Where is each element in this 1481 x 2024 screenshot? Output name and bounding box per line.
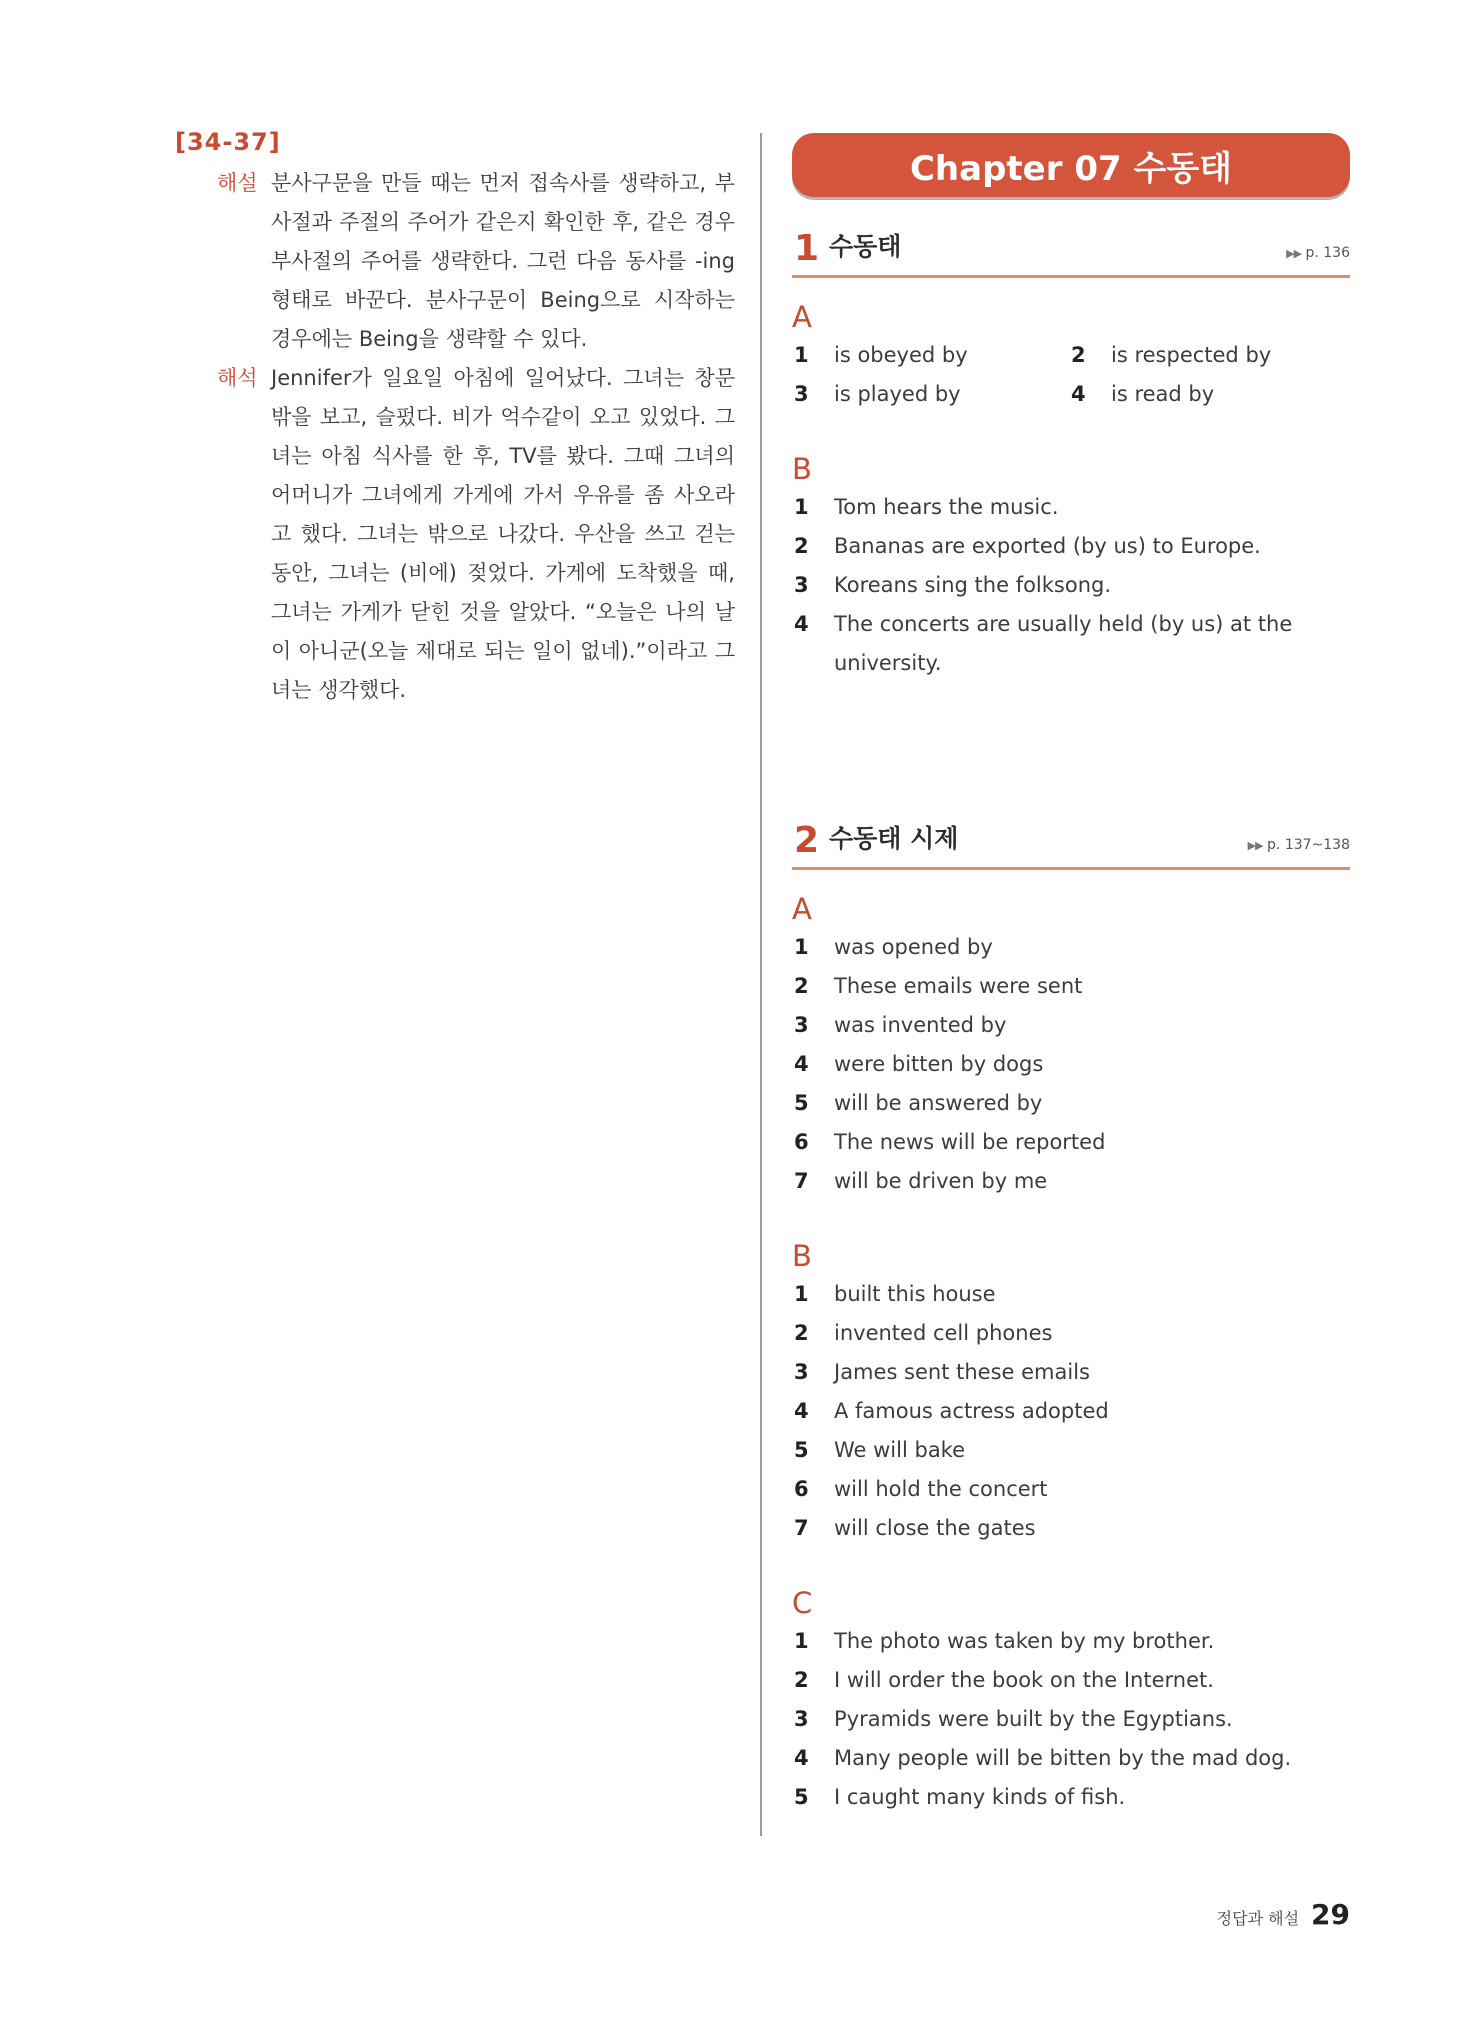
section-number: 1 <box>794 228 820 269</box>
item-text: Pyramids were built by the Egyptians. <box>834 1707 1233 1731</box>
part-letter-a: A <box>792 300 812 334</box>
translation-text: Jennifer가 일요일 아침에 일어났다. 그녀는 창문 밖을 보고, 슬펐다. 비가 억수같이 오고 있었다. 그녀는 아침 식사를 한 후, TV를 봤다. 그때 그녀의 어머니가 그녀에게 가게에 가서 우유를 좀 사오라고 했다. 그녀는 밖으로 나갔다. 우산을 쓰고 걷는 동안, 그녀는 (비에) 젖었다. 가게에 도착했을 때, 그녀는 가게가 닫힌 것을 알았다. “오늘은 나의 날이 아니군(오늘 제대로 되는 일이 없네).”이라고 그녀는 생각했다. <box>271 366 735 702</box>
part-letter-c: C <box>792 1586 813 1620</box>
answer-list <box>792 1622 1350 1817</box>
column-divider <box>760 133 762 1836</box>
chapter-banner <box>792 133 1350 197</box>
section-number: 2 <box>794 820 820 861</box>
answer-item <box>792 375 1069 414</box>
item-text: Bananas are exported (by us) to Europe. <box>834 534 1261 558</box>
item-number: 4 <box>794 1052 809 1076</box>
answer-item <box>792 928 1350 967</box>
item-text: A famous actress adopted <box>834 1399 1109 1423</box>
item-text: will be answered by <box>834 1091 1043 1115</box>
item-number: 1 <box>794 1629 809 1653</box>
item-number: 4 <box>794 1399 809 1423</box>
answer-item <box>792 1045 1350 1084</box>
answer-item <box>792 527 1350 566</box>
item-text: The photo was taken by my brother. <box>834 1629 1215 1653</box>
answer-item <box>792 1123 1350 1162</box>
part-letter-b: B <box>792 1239 812 1273</box>
item-text: was invented by <box>834 1013 1007 1037</box>
item-text: I will order the book on the Internet. <box>834 1668 1214 1692</box>
answer-item <box>792 1314 1350 1353</box>
item-number: 6 <box>794 1477 809 1501</box>
left-column <box>175 128 735 710</box>
item-number: 1 <box>794 495 809 519</box>
item-number: 2 <box>794 534 809 558</box>
section-2 <box>792 813 1350 1817</box>
item-text: were bitten by dogs <box>834 1052 1044 1076</box>
answer-item <box>792 1622 1350 1661</box>
answer-item <box>792 336 1069 375</box>
answer-item <box>792 1778 1350 1817</box>
answer-item <box>792 1739 1350 1778</box>
answer-item <box>792 1084 1350 1123</box>
answer-item <box>792 1431 1350 1470</box>
answer-item <box>792 1700 1350 1739</box>
item-text: will be driven by me <box>834 1169 1048 1193</box>
answer-list <box>792 1275 1350 1548</box>
answer-list <box>792 488 1350 683</box>
answer-grid <box>792 336 1350 414</box>
double-arrow-icon: ▶▶ <box>1286 247 1302 260</box>
item-number: 4 <box>794 612 809 636</box>
part-letter-a: A <box>792 892 812 926</box>
translation-block <box>175 359 735 710</box>
item-number: 1 <box>794 343 809 367</box>
answer-item <box>792 566 1350 605</box>
answer-item <box>792 1006 1350 1045</box>
item-number: 7 <box>794 1169 809 1193</box>
item-text: invented cell phones <box>834 1321 1053 1345</box>
item-text: Koreans sing the folksong. <box>834 573 1112 597</box>
page-reference-text: p. 137~138 <box>1267 837 1350 853</box>
page-footer <box>1217 1898 1350 1931</box>
answer-item <box>792 1353 1350 1392</box>
item-number: 4 <box>794 1746 809 1770</box>
item-number: 3 <box>794 1013 809 1037</box>
item-number: 6 <box>794 1130 809 1154</box>
translation-tag: 해석 <box>217 366 258 390</box>
item-text: These emails were sent <box>834 974 1083 998</box>
item-text: was opened by <box>834 935 993 959</box>
page-reference <box>1248 837 1350 853</box>
item-number: 1 <box>794 935 809 959</box>
item-text: Tom hears the music. <box>834 495 1059 519</box>
part-letter-b: B <box>792 452 812 486</box>
answer-list <box>792 928 1350 1201</box>
item-number: 2 <box>1071 343 1086 367</box>
item-text: is respected by <box>1111 343 1272 367</box>
answer-item <box>792 1470 1350 1509</box>
item-number: 3 <box>794 382 809 406</box>
right-column <box>792 133 1350 1817</box>
item-text: The news will be reported <box>834 1130 1106 1154</box>
section-title: 수동태 <box>829 232 902 261</box>
question-reference: [34-37] <box>175 128 281 156</box>
item-text: is read by <box>1111 382 1215 406</box>
double-arrow-icon: ▶▶ <box>1247 839 1263 852</box>
page-reference <box>1286 245 1350 261</box>
answer-item <box>1069 375 1339 414</box>
item-text: built this house <box>834 1282 996 1306</box>
footer-label: 정답과 해설 <box>1216 1909 1300 1928</box>
item-text: James sent these emails <box>834 1360 1090 1384</box>
item-number: 7 <box>794 1516 809 1540</box>
answer-item <box>792 605 1350 683</box>
item-number: 2 <box>794 974 809 998</box>
item-number: 5 <box>794 1785 809 1809</box>
item-text: I caught many kinds of fish. <box>834 1785 1126 1809</box>
item-text: The concerts are usually held (by us) at the university. <box>834 612 1293 675</box>
section-2-header <box>792 813 1350 870</box>
answer-item <box>1069 336 1339 375</box>
item-number: 1 <box>794 1282 809 1306</box>
answer-item <box>792 1162 1350 1201</box>
item-text: is obeyed by <box>834 343 968 367</box>
page-reference-text: p. 136 <box>1305 245 1350 261</box>
answer-item <box>792 1509 1350 1548</box>
chapter-title: Chapter 07 수동태 <box>909 148 1233 189</box>
item-text: will hold the concert <box>834 1477 1048 1501</box>
item-number: 4 <box>1071 382 1086 406</box>
item-number: 3 <box>794 1707 809 1731</box>
section-1-header <box>792 221 1350 278</box>
item-text: is played by <box>834 382 961 406</box>
answer-item <box>792 1392 1350 1431</box>
explanation-tag: 해설 <box>217 171 258 195</box>
answer-item <box>792 967 1350 1006</box>
item-number: 5 <box>794 1438 809 1462</box>
item-number: 2 <box>794 1668 809 1692</box>
item-number: 3 <box>794 1360 809 1384</box>
answer-item <box>792 1661 1350 1700</box>
item-number: 3 <box>794 573 809 597</box>
item-text: will close the gates <box>834 1516 1036 1540</box>
item-text: Many people will be bitten by the mad dog. <box>834 1746 1292 1770</box>
answer-item <box>792 1275 1350 1314</box>
explanation-block <box>175 164 735 359</box>
section-1 <box>792 221 1350 683</box>
item-number: 5 <box>794 1091 809 1115</box>
item-number: 2 <box>794 1321 809 1345</box>
explanation-text: 분사구문을 만들 때는 먼저 접속사를 생략하고, 부사절과 주절의 주어가 같은지 확인한 후, 같은 경우 부사절의 주어를 생략한다. 그런 다음 동사를 -ing 형태로 바꾼다. 분사구문이 Being으로 시작하는 경우에는 Being을 생략할 수 있다. <box>271 171 735 351</box>
answer-item <box>792 488 1350 527</box>
page-number: 29 <box>1311 1898 1350 1931</box>
item-text: We will bake <box>834 1438 966 1462</box>
section-title: 수동태 시제 <box>829 824 959 853</box>
